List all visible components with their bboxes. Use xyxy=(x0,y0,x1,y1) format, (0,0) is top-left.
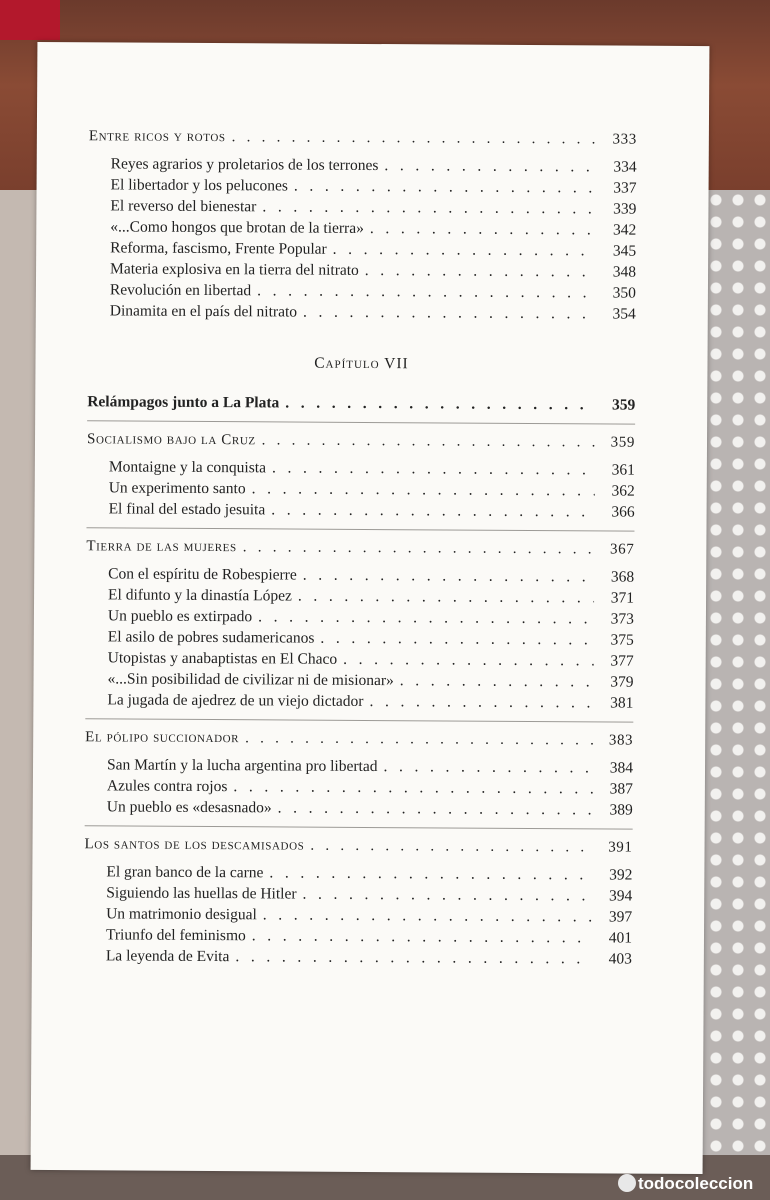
toc-part-entry xyxy=(87,391,635,415)
section-title: Los santos de los descamisados xyxy=(84,836,305,854)
page-number: 403 xyxy=(608,950,632,968)
toc-entry xyxy=(84,945,632,969)
toc-section-entry xyxy=(84,834,632,858)
dot-leader xyxy=(262,196,596,219)
page-number: 354 xyxy=(612,305,636,323)
entry-title: Con el espíritu de Robespierre xyxy=(108,565,297,584)
dot-leader xyxy=(369,691,593,713)
page-number: 389 xyxy=(609,801,633,819)
page-number: 384 xyxy=(609,759,634,777)
entry-title: Un pueblo es extirpado xyxy=(107,607,253,626)
entry-title: Reforma, fascismo, Frente Popular xyxy=(110,239,327,258)
entry-title: La jugada de ajedrez de un viejo dictador xyxy=(107,691,364,710)
dot-leader xyxy=(271,499,594,522)
page-number: 348 xyxy=(612,263,637,281)
dot-leader xyxy=(303,565,595,588)
dot-leader xyxy=(272,457,595,480)
dot-leader xyxy=(285,392,595,415)
entry-title: Materia explosiva en la tierra del nitrato xyxy=(110,260,359,279)
dot-leader xyxy=(263,904,592,927)
page-number: 362 xyxy=(611,482,635,500)
page-number: 350 xyxy=(612,284,636,302)
dot-leader xyxy=(269,862,592,885)
section-title: El pólipo succionador xyxy=(85,729,240,747)
entry-title: «...Como hongos que brotan de la tierra» xyxy=(110,218,364,237)
entry-title: La leyenda de Evita xyxy=(105,947,230,966)
entry-title: Siguiendo las huellas de Hitler xyxy=(106,884,297,903)
page-number: 359 xyxy=(610,434,636,451)
dot-leader xyxy=(320,628,594,651)
entry-title: Un experimento santo xyxy=(108,479,246,498)
entry-title: Triunfo del feminismo xyxy=(105,926,246,945)
dot-leader xyxy=(298,586,594,609)
page-number: 383 xyxy=(608,732,634,749)
dot-leader xyxy=(258,606,594,629)
watermark-text: todocoleccion xyxy=(638,1174,754,1193)
entry-title: Azules contra rojos xyxy=(106,777,228,796)
toc-section-entry xyxy=(89,126,637,150)
section-title: Entre ricos y rotos xyxy=(88,128,226,146)
watermark-logo-icon xyxy=(618,1174,636,1192)
entry-title: Revolución en libertad xyxy=(109,281,252,300)
page-number: 387 xyxy=(609,780,633,798)
entry-title: El asilo de pobres sudamericanos xyxy=(107,628,315,647)
toc-entry xyxy=(85,796,633,820)
entry-title: Un matrimonio desigual xyxy=(106,905,257,924)
entry-title: Reyes agrarios y proletarios de los terrones xyxy=(110,155,379,175)
part-title: Relámpagos junto a La Plata xyxy=(87,393,280,412)
divider xyxy=(85,825,633,829)
page-number: 345 xyxy=(612,242,637,260)
entry-title: «...Sin posibilidad de civilizar ni de misionar» xyxy=(107,670,394,690)
dot-leader xyxy=(278,797,593,820)
page-number: 361 xyxy=(611,461,635,479)
watermark xyxy=(618,1170,770,1198)
toc-entry xyxy=(85,689,633,713)
entry-title: El final del estado jesuita xyxy=(108,500,266,519)
toc-section-entry xyxy=(86,536,634,560)
entry-title: El reverso del bienestar xyxy=(110,197,257,216)
divider xyxy=(85,718,633,722)
dot-leader xyxy=(233,776,593,799)
book-cover-edge xyxy=(0,0,60,40)
entry-title: Utopistas y anabaptistas en El Chaco xyxy=(107,649,338,668)
table-of-contents xyxy=(84,126,637,969)
chapter-heading: Capítulo VII xyxy=(314,354,409,373)
page-number: 392 xyxy=(609,866,633,884)
page-number: 371 xyxy=(610,589,635,607)
section-title: Socialismo bajo la Cruz xyxy=(86,431,256,449)
toc-entry xyxy=(87,498,635,522)
dot-leader xyxy=(310,836,592,859)
entry-title: Un pueblo es «desasnado» xyxy=(106,798,272,817)
dot-leader xyxy=(370,218,597,240)
dot-leader xyxy=(383,756,593,778)
page-number: 401 xyxy=(608,929,633,947)
dot-leader xyxy=(333,239,597,262)
page-number: 373 xyxy=(610,610,634,628)
entry-title: Dinamita en el país del nitrato xyxy=(109,302,298,321)
page-number: 342 xyxy=(613,221,637,239)
page-number: 334 xyxy=(613,158,637,176)
toc-subentries xyxy=(88,153,637,324)
entry-title: El gran banco de la carne xyxy=(106,863,264,882)
dot-leader xyxy=(252,478,595,501)
dot-leader xyxy=(262,430,595,453)
section-title: Tierra de las mujeres xyxy=(86,538,237,556)
page-number: 366 xyxy=(611,503,635,521)
dot-leader xyxy=(400,670,594,692)
entry-title: Montaigne y la conquista xyxy=(108,458,267,477)
page-number: 339 xyxy=(613,200,637,218)
page-number: 381 xyxy=(610,694,634,712)
dot-leader xyxy=(302,884,592,907)
page-number: 391 xyxy=(608,839,633,856)
entry-title: San Martín y la lucha argentina pro libertad xyxy=(106,756,378,776)
dot-leader xyxy=(232,127,597,150)
page-number: 375 xyxy=(610,631,634,649)
dot-leader xyxy=(257,280,596,303)
dot-leader xyxy=(365,260,596,282)
page-number: 359 xyxy=(611,396,636,414)
divider xyxy=(87,420,635,424)
entry-title: El libertador y los pelucones xyxy=(110,176,288,195)
toc-section-entry xyxy=(87,429,635,453)
page-number: 377 xyxy=(610,652,634,670)
page-number: 394 xyxy=(608,887,633,905)
toc-section-entry xyxy=(85,727,633,751)
toc-entry xyxy=(88,300,636,324)
dot-leader xyxy=(245,728,593,751)
page-number: 367 xyxy=(610,541,635,558)
page-number: 368 xyxy=(610,568,635,586)
divider xyxy=(86,527,634,531)
dot-leader xyxy=(303,302,596,325)
page-number: 397 xyxy=(608,908,633,926)
page-number: 337 xyxy=(613,179,637,197)
book-page xyxy=(31,42,710,1174)
dot-leader xyxy=(384,155,596,177)
dot-leader xyxy=(252,925,592,948)
dot-leader xyxy=(294,176,597,199)
entry-title: El difunto y la dinastía López xyxy=(108,586,292,605)
dot-leader xyxy=(235,946,592,969)
page-number: 333 xyxy=(612,131,637,148)
dot-leader xyxy=(343,649,594,672)
dot-leader xyxy=(243,537,595,560)
page-number: 379 xyxy=(610,673,634,691)
